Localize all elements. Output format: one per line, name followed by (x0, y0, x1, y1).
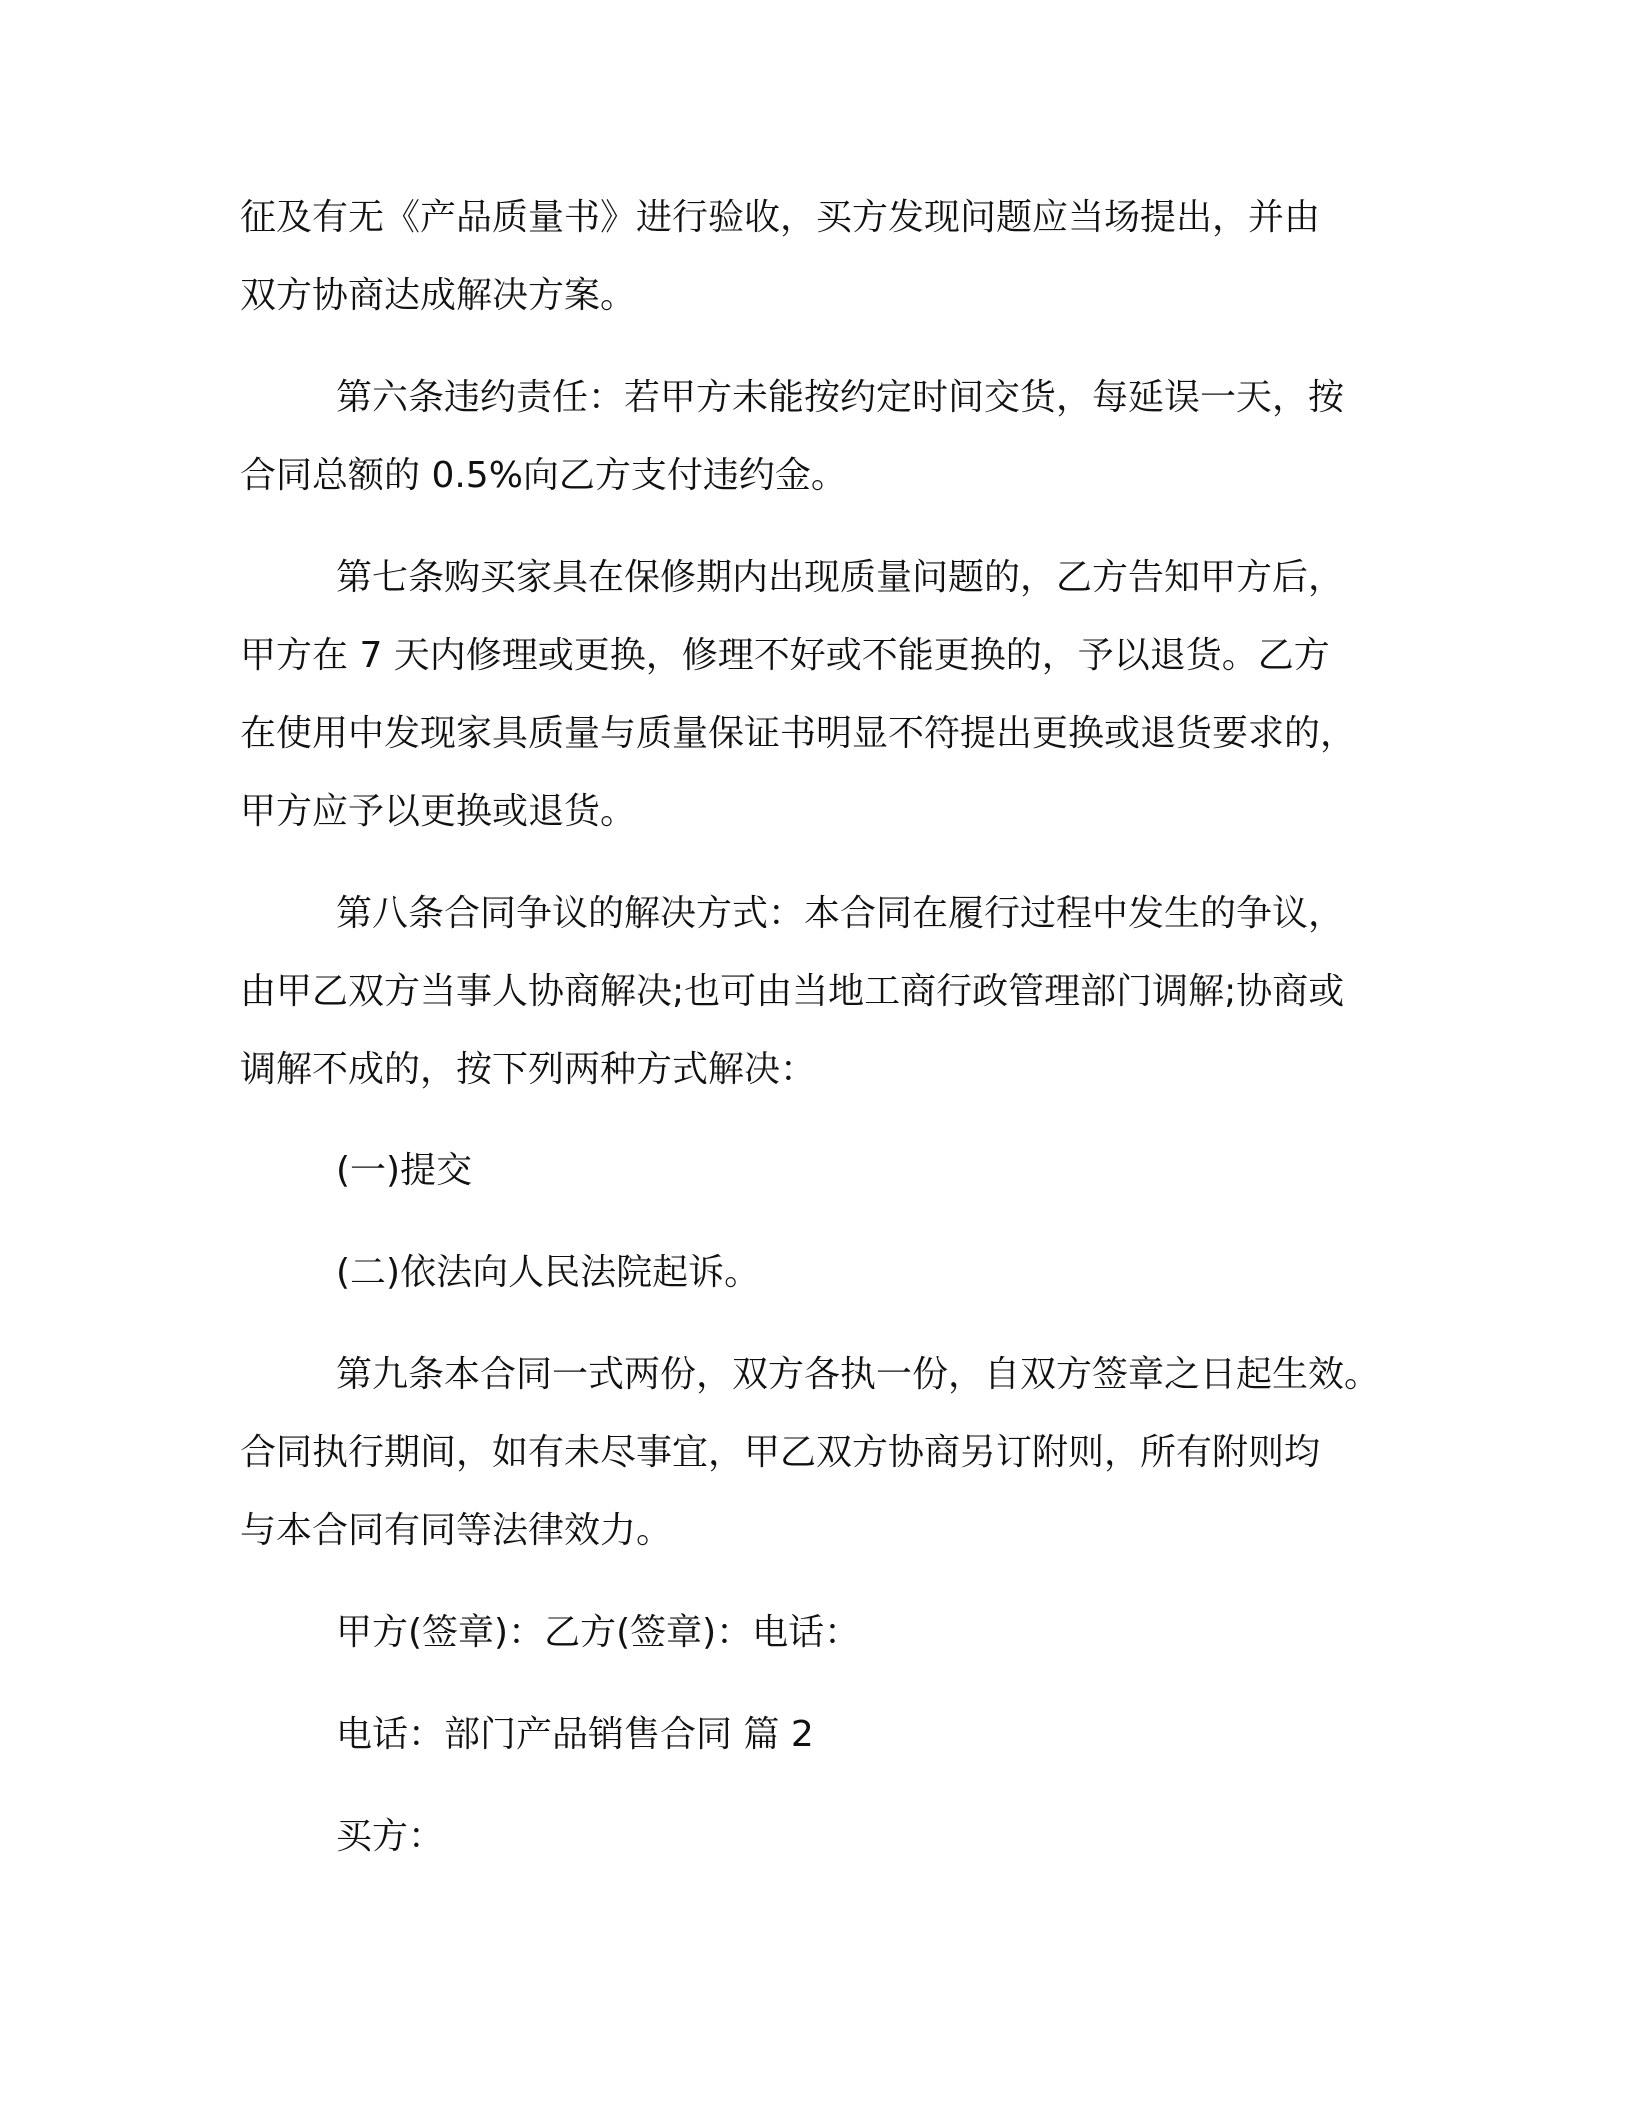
text-line: (一)提交 (336, 1150, 473, 1191)
text-line: (二)依法向人民法院起诉。 (336, 1252, 761, 1293)
text-line: 调解不成的，按下列两种方式解决： (240, 1049, 817, 1090)
text-line: 合同总额的 0.5%向乙方支付违约金。 (240, 455, 847, 496)
text-line: 甲方在 7 天内修理或更换，修理不好或不能更换的，予以退货。乙方 (240, 635, 1330, 676)
text-line: 由甲乙双方当事人协商解决;也可由当地工商行政管理部门调解;协商或 (240, 971, 1345, 1012)
text-line: 甲方应予以更换或退货。 (240, 791, 637, 832)
text-line: 第九条本合同一式两份，双方各执一份，自双方签章之日起生效。 (336, 1354, 1381, 1395)
text-line: 第六条违约责任：若甲方未能按约定时间交货，每延误一天，按 (336, 377, 1345, 418)
text-line: 第七条购买家具在保修期内出现质量问题的，乙方告知甲方后， (336, 557, 1345, 598)
text-line: 买方： (336, 1816, 445, 1857)
text-line: 与本合同有同等法律效力。 (240, 1510, 673, 1551)
text-line: 电话：部门产品销售合同 篇 2 (336, 1714, 814, 1755)
text-line: 征及有无《产品质量书》进行验收，买方发现问题应当场提出，并由 (240, 197, 1321, 238)
text-line: 在使用中发现家具质量与质量保证书明显不符提出更换或退货要求的， (240, 713, 1357, 754)
text-line: 合同执行期间，如有未尽事宜，甲乙双方协商另订附则，所有附则均 (240, 1432, 1321, 1473)
text-line: 甲方(签章)：乙方(签章)：电话： (336, 1612, 861, 1653)
text-line: 第八条合同争议的解决方式：本合同在履行过程中发生的争议， (336, 893, 1345, 934)
text-line: 双方协商达成解决方案。 (240, 275, 637, 316)
